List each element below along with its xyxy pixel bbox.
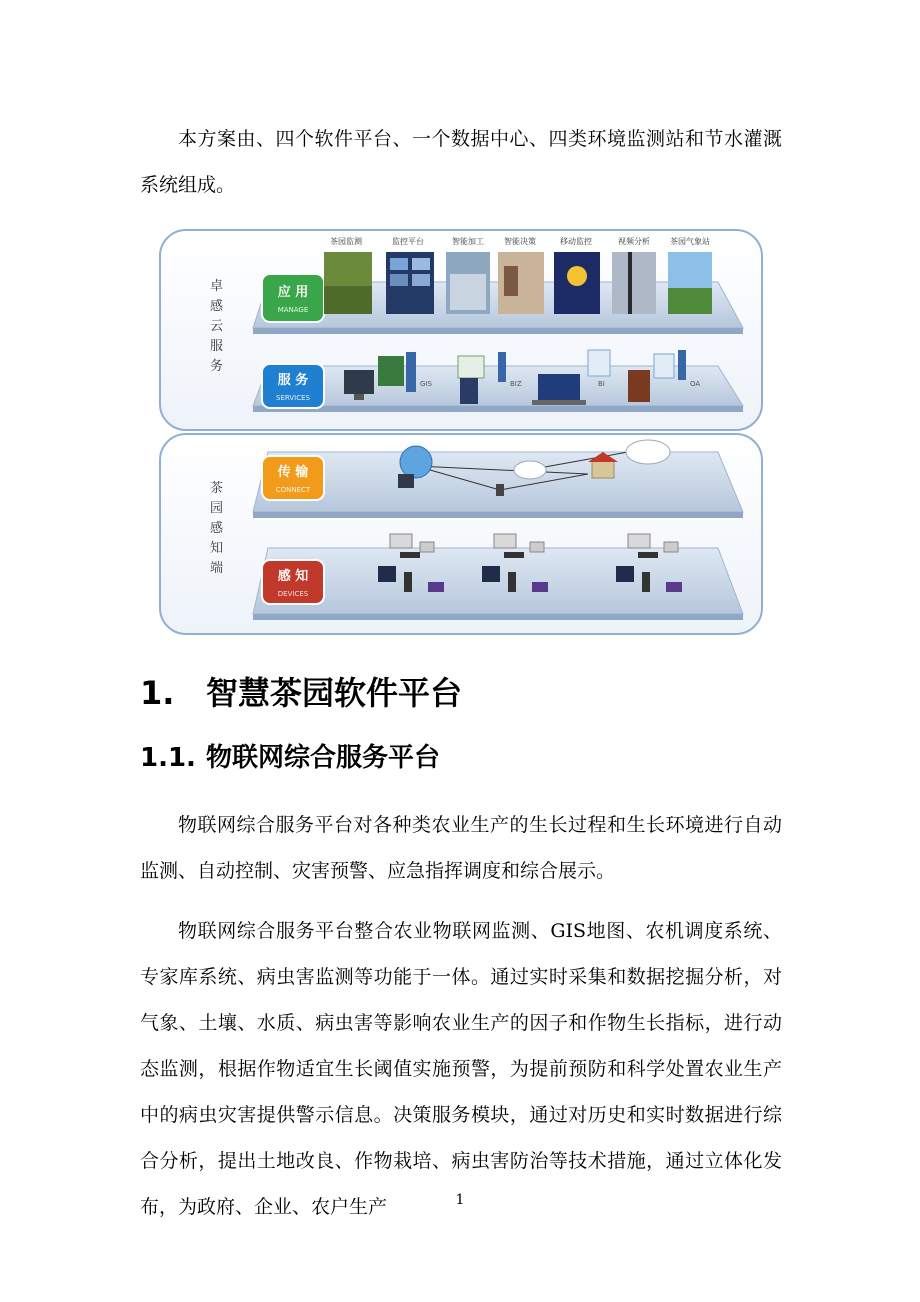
svg-text:应 用: 应 用 <box>277 285 309 300</box>
service-label: BI <box>598 380 605 388</box>
app-label: 茶园监测 <box>330 237 362 246</box>
field-label-char: 端 <box>210 561 224 576</box>
cloud-label-char: 务 <box>210 359 224 374</box>
body-paragraph: 物联网综合服务平台对各种类农业生产的生长过程和生长环境进行自动监测、自动控制、灾害预警、应急指挥调度和综合展示。 <box>140 814 782 882</box>
body-paragraph: 物联网综合服务平台整合农业物联网监测、GIS地图、农机调度系统、专家库系统、病虫害监测等功能于一体。通过实时采集和数据挖掘分析，对气象、土壤、水质、病虫害等影响农业生产的因子和作物生长指标，进行动态监测，根据作物适宜生长阈值实施预警，为提前预防和科学处置农业生产中的病虫灾害提供警示信息。决策服务模块，通过对历史和实时数据进行综合分析，提出土地改良、作物栽培、病虫害防治等技术措施，通过立体化发布，为政府、企业、农户生产 <box>140 920 782 1218</box>
subsection-number: 1.1. <box>140 743 196 773</box>
app-label: 移动监控 <box>560 237 592 246</box>
service-label: OA <box>690 380 701 388</box>
field-label-char: 园 <box>210 501 224 516</box>
page-number: 1 <box>455 1192 465 1208</box>
layer-badge-connect <box>262 456 324 500</box>
svg-text:感 知: 感 知 <box>277 569 309 584</box>
app-label: 监控平台 <box>392 237 424 246</box>
cloud-label-char: 云 <box>210 319 224 334</box>
subsection-title: 物联网综合服务平台 <box>206 743 441 773</box>
app-label: 茶园气象站 <box>670 237 710 246</box>
service-label: BIZ <box>510 380 522 388</box>
section-number: 1. <box>140 674 175 712</box>
section-heading-1-1 <box>140 738 440 778</box>
field-label-char: 茶 <box>210 481 224 496</box>
field-label-char: 感 <box>210 521 224 536</box>
app-label: 智能决策 <box>504 237 536 246</box>
cloud-label-char: 感 <box>210 299 224 314</box>
field-label-char: 知 <box>210 541 224 556</box>
svg-text:CONNECT: CONNECT <box>275 486 311 494</box>
service-label: GIS <box>420 380 432 388</box>
svg-text:MANAGE: MANAGE <box>277 306 309 314</box>
svg-text:DEVICES: DEVICES <box>277 590 309 598</box>
cloud-label-char: 服 <box>210 339 224 354</box>
svg-text:服 务: 服 务 <box>277 373 309 388</box>
intro-paragraph: 本方案由、四个软件平台、一个数据中心、四类环境监测站和节水灌溉系统组成。 <box>140 128 782 196</box>
svg-text:SERVICES: SERVICES <box>276 394 310 402</box>
app-label: 视频分析 <box>618 237 650 246</box>
layer-badge-devices <box>262 560 324 604</box>
cloud-label-char: 卓 <box>210 279 224 294</box>
architecture-figure <box>158 226 766 638</box>
svg-text:传 输: 传 输 <box>277 465 309 480</box>
section-title: 智慧茶园软件平台 <box>206 674 463 712</box>
app-label: 智能加工 <box>452 237 484 246</box>
layer-badge-services <box>262 364 324 408</box>
layer-badge-manage <box>262 274 324 322</box>
section-heading-1 <box>140 668 462 718</box>
